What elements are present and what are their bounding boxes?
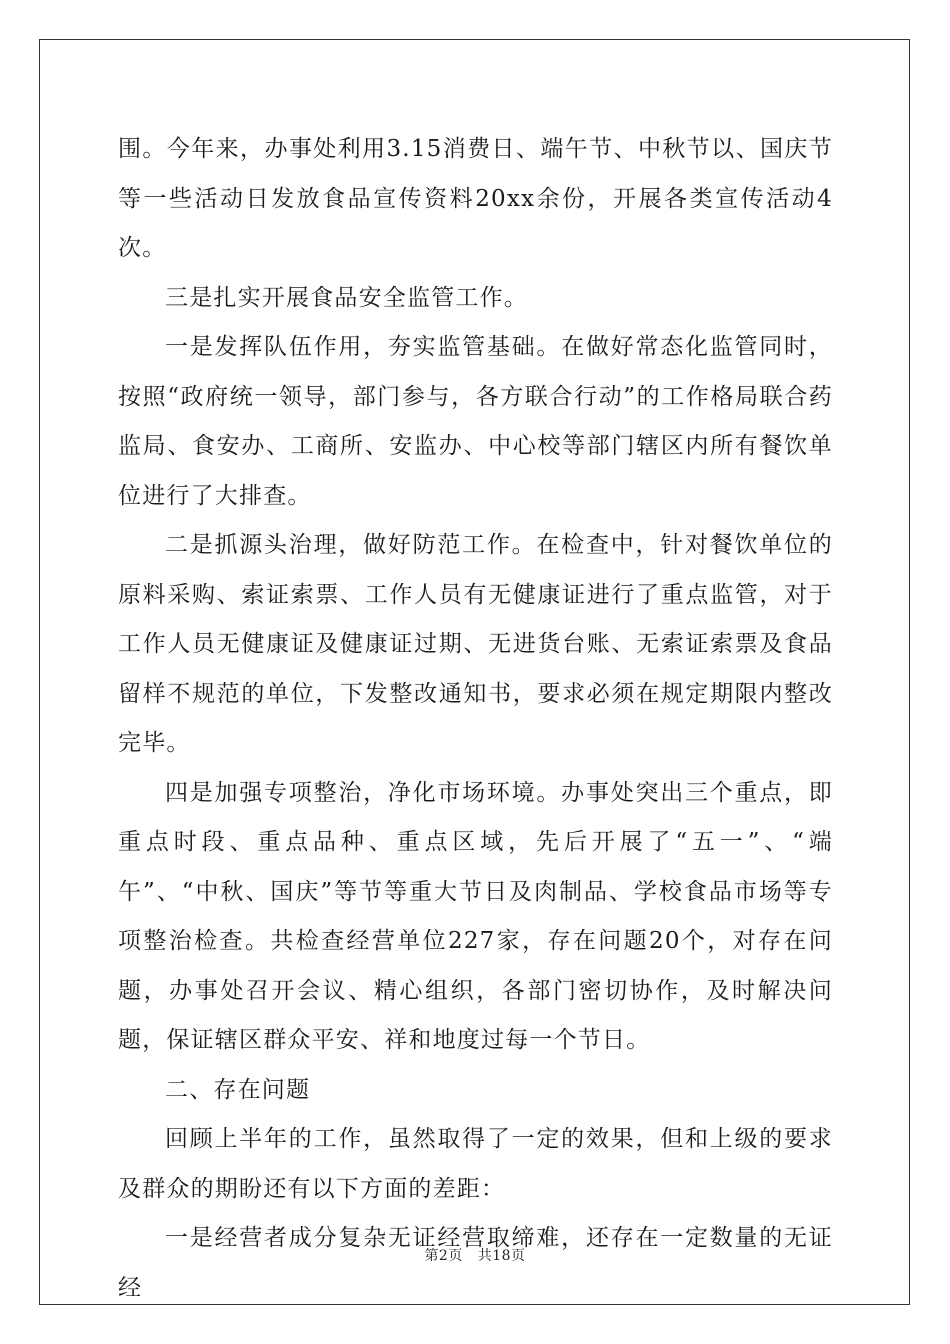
footer-spacer — [463, 1248, 478, 1264]
paragraph-1: 围。今年来，办事处利用3.15消费日、端午节、中秋节以、国庆节等一些活动日发放食品宣传资料20xx余份，开展各类宣传活动4次。 — [118, 136, 833, 261]
document-body — [118, 125, 833, 1313]
paragraph-2: 三是扎实开展食品安全监管工作。 — [165, 284, 528, 311]
paragraph-3: 一是发挥队伍作用，夯实监管基础。在做好常态化监管同时，按照“政府统一领导，部门参与，各方联合行动”的工作格局联合药监局、食安办、工商所、安监办、中心校等部门辖区内所有餐饮单位进行了大排查。 — [118, 334, 833, 509]
page-total: 共18页 — [477, 1248, 526, 1264]
section-heading: 二、存在问题 — [165, 1076, 311, 1103]
paragraph-7: 回顾上半年的工作，虽然取得了一定的效果，但和上级的要求及群众的期盼还有以下方面的差距： — [118, 1126, 833, 1202]
page-footer — [0, 1245, 950, 1265]
paragraph-4: 二是抓源头治理，做好防范工作。在检查中，针对餐饮单位的原料采购、索证索票、工作人员有无健康证进行了重点监管，对于工作人员无健康证及健康证过期、无进货台账、无索证索票及食品留样不规范的单位，下发整改通知书，要求必须在规定期限内整改完毕。 — [118, 532, 833, 756]
paragraph-5: 四是加强专项整治，净化市场环境。办事处突出三个重点，即重点时段、重点品种、重点区域，先后开展了“五一”、“端午”、“中秋、国庆”等节等重大节日及肉制品、学校食品市场等专项整治检查。共检查经营单位227家，存在问题20个，对存在问题，办事处召开会议、精心组织，各部门密切协作，及时解决问题，保证辖区群众平安、祥和地度过每一个节日。 — [118, 779, 833, 1053]
page-number: 第2页 — [424, 1248, 463, 1264]
paragraph-8: 一是经营者成分复杂无证经营取缔难，还存在一定数量的无证经 — [118, 1225, 833, 1301]
